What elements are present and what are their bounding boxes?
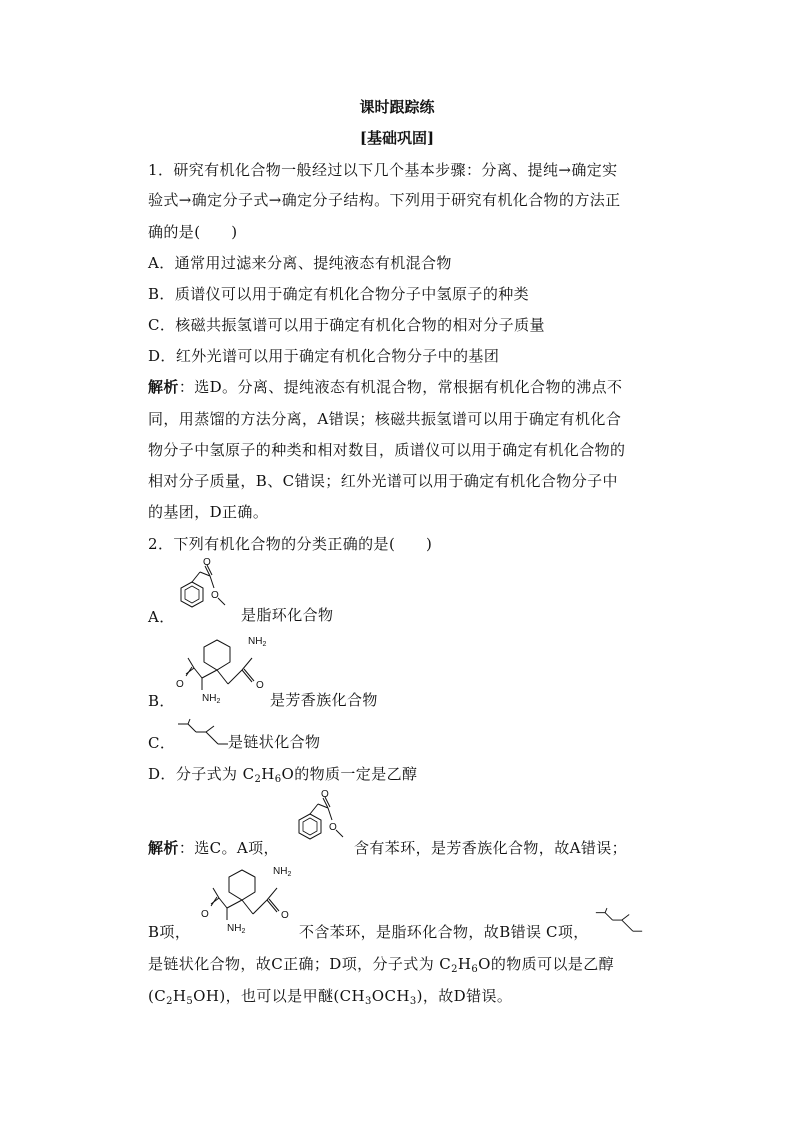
q2-option-d: D．分子式为 $C_2H_6O$的物质一定是乙醇 (148, 765, 418, 785)
q1-answer-label: 解析 (148, 378, 179, 396)
q1-stem-line2: 验式→确定分子式→确定分子结构。下列用于研究有机化合物的方法正 (148, 191, 621, 209)
q2-answer-line4: $(C_2H_5OH)$，也可以是甲醚$(CH_3OCH_3)$，故D错误。 (148, 987, 513, 1007)
ketone-o-label: O (176, 679, 184, 690)
svg-text:O: O (321, 790, 329, 800)
q2-answer-a-tail: 含有苯环，是芳香族化合物，故A错误； (354, 839, 628, 857)
q1-answer-line3: 物分子中氢原子的种类和相对数目，质谱仪可以用于确定有机化合物的 (148, 441, 626, 459)
gabapentin-like-structure-answer (197, 860, 297, 940)
q2-option-b-text: 是芳香族化合物 (270, 691, 378, 709)
q2-option-a-label: A． (148, 608, 175, 626)
q2-answer-label: 解析 (148, 839, 179, 857)
q1-option-c: C．核磁共振氢谱可以用于确定有机化合物的相对分子质量 (148, 316, 545, 334)
q2-option-c-label: C． (148, 734, 176, 752)
svg-text:O: O (281, 910, 289, 921)
q1-answer-text: ：选D。分离、提纯液态有机混合物，常根据有机化合物的沸点不 (178, 378, 623, 396)
gabapentin-like-structure (172, 630, 272, 710)
q2-option-b-label: B． (148, 692, 175, 710)
svg-text:NH2: $NH_2$ (227, 923, 246, 935)
nh2-label-top: $NH_2$ (248, 636, 267, 648)
q2-option-c-text: 是链状化合物 (228, 733, 321, 751)
q1-answer-line1 (148, 377, 622, 397)
q2-answer-b-head: B项， (148, 923, 191, 941)
carbonyl-o-label: O (203, 558, 211, 568)
q1-answer-line2: 同，用蒸馏的方法分离，A错误；核磁共振氢谱可以用于确定有机化合 (148, 410, 622, 428)
q2-stem: 2．下列有机化合物的分类正确的是( ) (148, 535, 433, 553)
svg-text:NH2: $NH_2$ (273, 866, 292, 878)
ester-o-label: O (211, 590, 219, 601)
q1-answer-line4: 相对分子质量，B、C错误；红外光谱可以用于确定有机化合物分子中 (148, 472, 618, 490)
svg-text:O: O (201, 909, 209, 920)
q1-answer-line5: 的基团，D正确。 (148, 503, 269, 521)
q2-answer-line1: 解析：选C。A项， (148, 839, 279, 857)
branched-alkane-structure-answer (594, 906, 644, 936)
svg-text:O: O (329, 822, 337, 833)
benzyl-ester-structure-answer (288, 790, 360, 846)
q2-option-a-text: 是脂环化合物 (241, 606, 334, 624)
benzyl-ester-structure (170, 558, 242, 614)
q1-stem-line3: 确的是( ) (148, 223, 238, 241)
q1-option-d: D．红外光谱可以用于确定有机化合物分子中的基团 (148, 347, 500, 365)
q2-answer-c-head: C项， (546, 923, 589, 941)
page-title: 课时跟踪练 (359, 98, 435, 116)
q1-option-b: B．质谱仪可以用于确定有机化合物分子中氢原子的种类 (148, 285, 530, 303)
q1-stem-line1: 1．研究有机化合物一般经过以下几个基本步骤：分离、提纯→确定实 (148, 161, 618, 179)
q2-answer-line3: 是链状化合物，故C正确；D项，分子式为 $C_2H_6O$的物质可以是乙醇 (148, 955, 615, 975)
branched-alkane-structure (176, 718, 230, 748)
q2-answer-b-mid: 不含苯环，是脂环化合物，故B错误 (299, 923, 542, 941)
amide-o-label: O (256, 680, 264, 691)
section-heading: [基础巩固] (359, 129, 435, 147)
nh2-label-bottom: $NH_2$ (202, 693, 221, 705)
q1-option-a: A．通常用过滤来分离、提纯液态有机混合物 (148, 254, 452, 272)
